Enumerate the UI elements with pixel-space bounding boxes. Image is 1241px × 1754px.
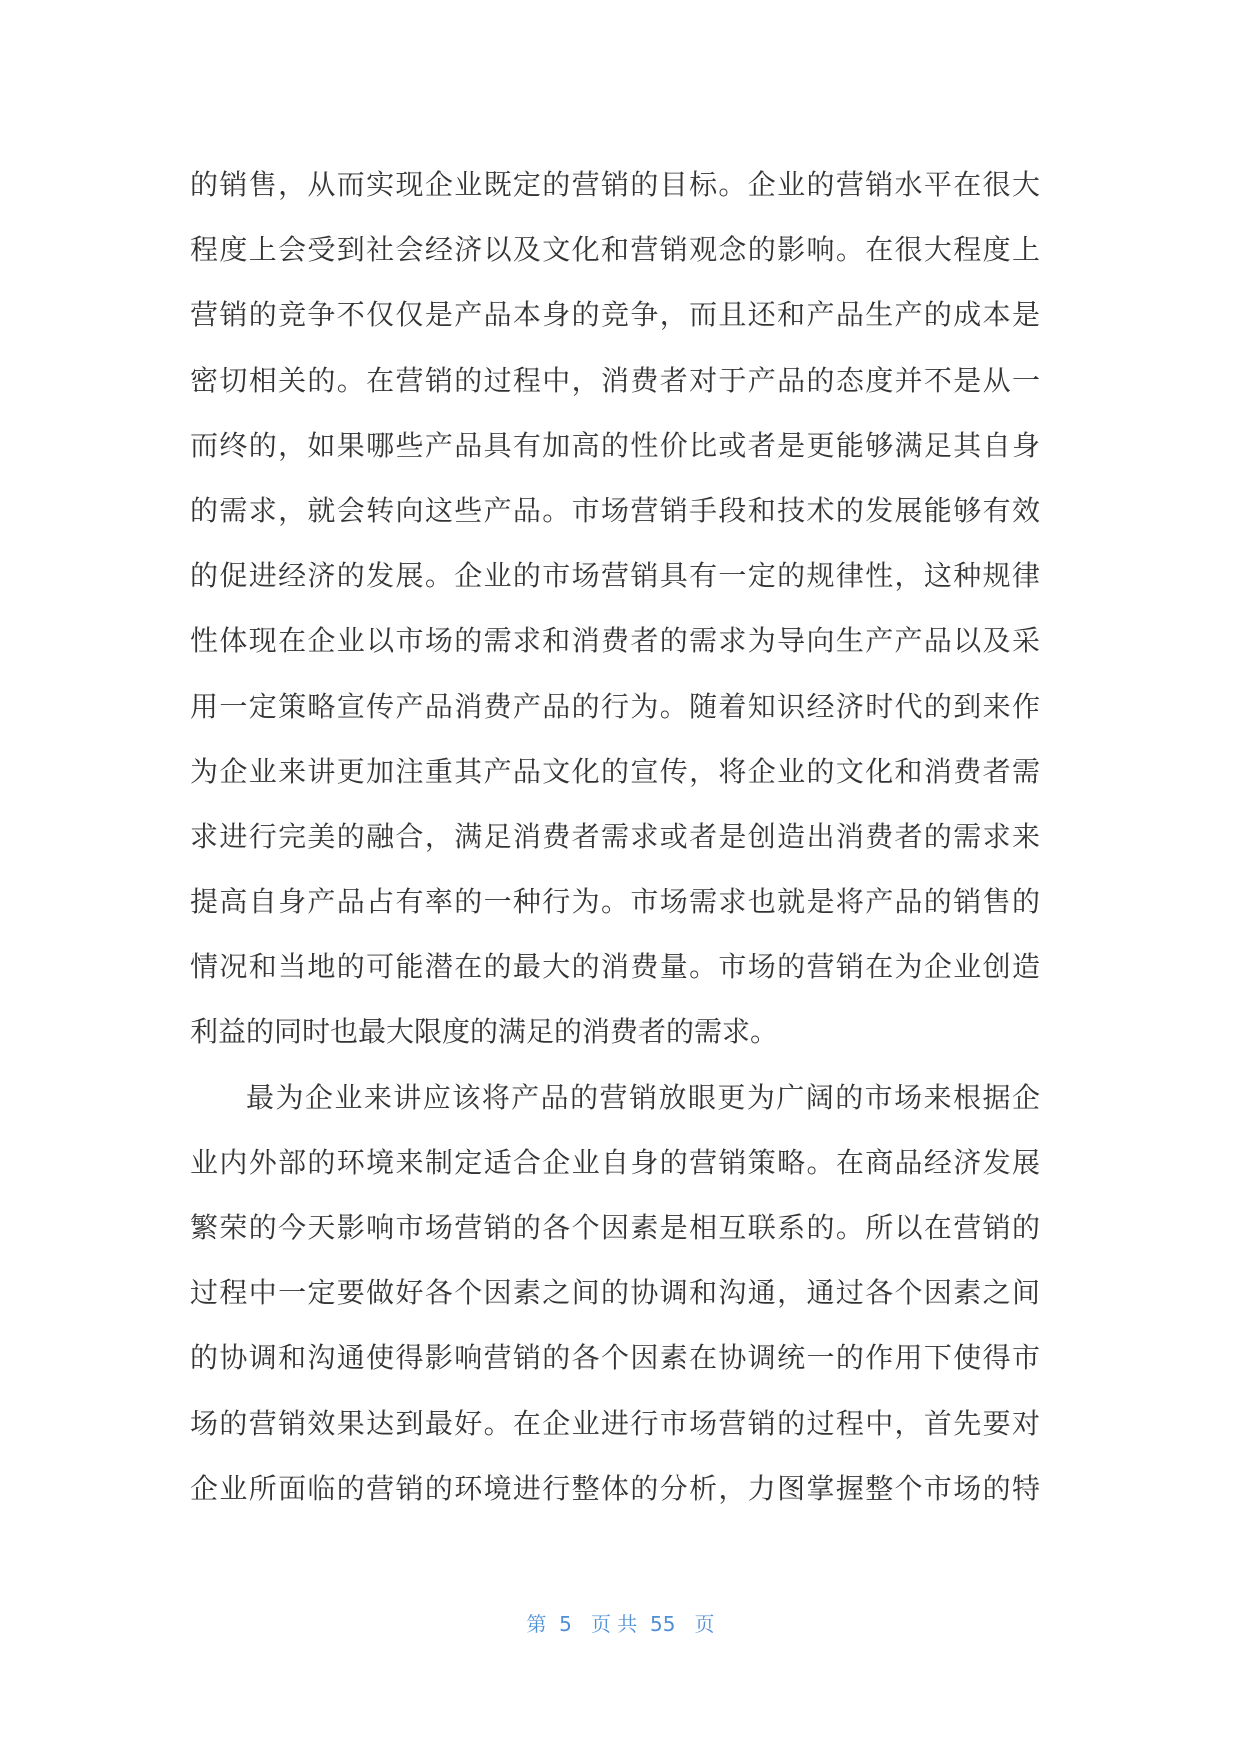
- text-line: 提高自身产品占有率的一种行为。市场需求也就是将产品的销售的: [190, 885, 1040, 919]
- text-line: 求进行完美的融合，满足消费者需求或者是创造出消费者的需求来: [190, 819, 1040, 853]
- text-line: 企业所面临的营销的环境进行整体的分析，力图掌握整个市场的特: [190, 1471, 1040, 1505]
- paragraph-2: [190, 1065, 1040, 1521]
- text-line: 营销的竞争不仅仅是产品本身的竞争，而且还和产品生产的成本是: [190, 298, 1040, 332]
- text-line: 用一定策略宣传产品消费产品的行为。随着知识经济时代的到来作: [190, 689, 1040, 723]
- text-line: 利益的同时也最大限度的满足的消费者的需求。: [190, 1015, 779, 1049]
- text-line: 的销售，从而实现企业既定的营销的目标。企业的营销水平在很大: [190, 168, 1040, 201]
- text-line: 程度上会受到社会经济以及文化和营销观念的影响。在很大程度上: [190, 233, 1040, 267]
- text-line: 业内外部的环境来制定适合企业自身的营销策略。在商品经济发展: [190, 1145, 1040, 1179]
- text-line: 为企业来讲更加注重其产品文化的宣传，将企业的文化和消费者需: [190, 754, 1040, 788]
- text-line: 的促进经济的发展。企业的市场营销具有一定的规律性，这种规律: [190, 559, 1040, 593]
- text-line: 的协调和沟通使得影响营销的各个因素在协调统一的作用下使得市: [190, 1341, 1040, 1375]
- page-number-footer: 第 5 页 共 55 页: [526, 1612, 715, 1636]
- text-line: 情况和当地的可能潜在的最大的消费量。市场的营销在为企业创造: [190, 950, 1040, 984]
- text-line: 性体现在企业以市场的需求和消费者的需求为导向生产产品以及采: [190, 624, 1040, 658]
- text-line: 最为企业来讲应该将产品的营销放眼更为广阔的市场来根据企: [246, 1080, 1040, 1114]
- text-line: 场的营销效果达到最好。在企业进行市场营销的过程中，首先要对: [190, 1406, 1040, 1440]
- text-line: 繁荣的今天影响市场营销的各个因素是相互联系的。所以在营销的: [190, 1211, 1040, 1244]
- text-line: 的需求，就会转向这些产品。市场营销手段和技术的发展能够有效: [190, 493, 1040, 527]
- text-line: 密切相关的。在营销的过程中，消费者对于产品的态度并不是从一: [190, 363, 1040, 397]
- text-line: 过程中一定要做好各个因素之间的协调和沟通，通过各个因素之间: [190, 1276, 1040, 1310]
- body-text: [190, 152, 1040, 1521]
- text-line: 而终的，如果哪些产品具有加高的性价比或者是更能够满足其自身: [190, 428, 1040, 462]
- paragraph-1: [190, 152, 1040, 1065]
